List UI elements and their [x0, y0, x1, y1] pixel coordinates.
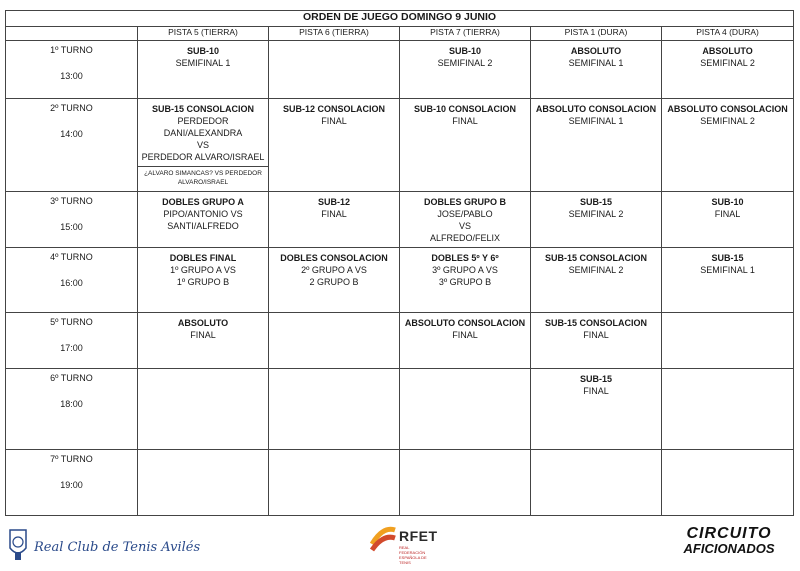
match-line: 3º GRUPO B [438, 276, 492, 287]
turn-cell [6, 41, 138, 99]
empty-cell [269, 313, 400, 369]
match-cell [531, 99, 662, 191]
match-cell [269, 247, 400, 312]
match-category: SUB-12 CONSOLACION [282, 104, 385, 115]
match-category: SUB-15 [711, 252, 744, 263]
turn-cell [6, 99, 138, 191]
turn-label: 3º TURNO [50, 195, 93, 206]
empty-cell [269, 449, 400, 515]
match-cell [662, 99, 794, 191]
match-cell [531, 313, 662, 369]
match-line: 1º GRUPO A VS [170, 264, 236, 275]
match-category: SUB-12 [317, 196, 350, 207]
match-cell [138, 313, 269, 369]
corner-cell [6, 27, 138, 41]
turn-label: 7º TURNO [50, 453, 93, 464]
match-category: DOBLES GRUPO B [423, 196, 506, 207]
turn-label: 1º TURNO [50, 45, 93, 56]
match-cell [531, 191, 662, 247]
empty-cell [662, 313, 794, 369]
empty-cell [400, 369, 531, 449]
turn-cell [6, 449, 138, 515]
match-cell [138, 41, 269, 99]
match-cell [138, 99, 269, 191]
match-line: SEMIFINAL 2 [700, 58, 755, 69]
match-line: 1º GRUPO B [176, 276, 230, 287]
turn-time: 16:00 [60, 277, 83, 288]
empty-cell [662, 369, 794, 449]
match-cell [662, 247, 794, 312]
match-line: SEMIFINAL 1 [568, 58, 624, 69]
club-crest-icon [6, 528, 30, 562]
match-category: ABSOLUTO [177, 318, 229, 329]
rfet-name: RFET [399, 528, 438, 544]
match-line: SEMIFINAL 2 [437, 58, 493, 69]
match-cell [531, 369, 662, 449]
court-header: PISTA 6 (TIERRA) [269, 27, 400, 41]
match-cell [400, 191, 531, 247]
match-line: ALFREDO/FELIX [429, 232, 501, 243]
rfet-subtitle: REAL FEDERACIÓN ESPAÑOLA DE TENIS [399, 545, 427, 565]
match-category: DOBLES GRUPO A [162, 196, 244, 207]
turn-label: 4º TURNO [50, 251, 93, 262]
turn-time: 18:00 [60, 399, 83, 410]
match-cell [400, 313, 531, 369]
match-category: SUB-15 CONSOLACION [544, 318, 647, 329]
match-category: ABSOLUTO [570, 46, 622, 57]
match-line: FINAL [583, 330, 609, 341]
match-category: ABSOLUTO CONSOLACION [667, 104, 788, 115]
turn-time: 14:00 [60, 129, 83, 140]
match-line: DANI/ALEXANDRA [163, 128, 243, 139]
turn-label: 6º TURNO [50, 373, 93, 384]
court-header: PISTA 5 (TIERRA) [138, 27, 269, 41]
turn-label: 2º TURNO [50, 103, 93, 114]
match-category: SUB-10 [186, 46, 219, 57]
match-category: SUB-15 CONSOLACION [544, 252, 647, 263]
match-line: SEMIFINAL 2 [700, 116, 755, 127]
match-line: FINAL [452, 330, 478, 341]
match-line: SEMIFINAL 1 [700, 264, 755, 275]
turn-cell [6, 313, 138, 369]
match-cell [662, 41, 794, 99]
match-line: FINAL [321, 116, 347, 127]
empty-cell [138, 449, 269, 515]
match-category: SUB-15 CONSOLACION [151, 104, 254, 115]
circuito-logo [666, 526, 792, 562]
empty-cell [400, 449, 531, 515]
match-cell [138, 191, 269, 247]
match-cell [400, 99, 531, 191]
match-category: DOBLES FINAL [169, 252, 237, 263]
schedule-title: ORDEN DE JUEGO DOMINGO 9 JUNIO [6, 11, 794, 27]
rfet-emblem-icon [369, 524, 397, 564]
match-category: ABSOLUTO CONSOLACION [535, 104, 657, 115]
circuito-top: CIRCUITO [686, 525, 772, 542]
match-category: DOBLES CONSOLACION [280, 252, 388, 263]
match-category: ABSOLUTO CONSOLACION [404, 318, 526, 329]
empty-cell [138, 369, 269, 449]
turn-cell [6, 191, 138, 247]
match-line: SEMIFINAL 2 [568, 264, 624, 275]
match-category: SUB-10 [448, 46, 481, 57]
match-cell [269, 99, 400, 191]
match-line: FINAL [714, 208, 741, 219]
match-line: SEMIFINAL 2 [568, 208, 624, 219]
match-category: SUB-15 [579, 196, 612, 207]
match-category: ABSOLUTO [702, 46, 753, 57]
match-line: VS [458, 220, 471, 231]
schedule-table [5, 10, 794, 516]
turn-time: 13:00 [60, 71, 83, 82]
match-cell [662, 191, 794, 247]
match-line: SEMIFINAL 1 [568, 116, 624, 127]
match-line: PERDEDOR [177, 116, 229, 127]
footer-logos [0, 522, 800, 571]
match-line: PIPO/ANTONIO VS [163, 208, 243, 219]
turn-time: 15:00 [60, 221, 83, 232]
turn-cell [6, 369, 138, 449]
match-line: SANTI/ALFREDO [167, 220, 239, 231]
match-cell [531, 41, 662, 99]
match-line: JOSE/PABLO [437, 208, 493, 219]
match-cell [531, 247, 662, 312]
turn-label: 5º TURNO [50, 317, 93, 328]
club-name: Real Club de Tenis Avilés [34, 540, 201, 555]
match-line: 3º GRUPO A VS [432, 264, 498, 275]
empty-cell [662, 449, 794, 515]
match-cell [400, 41, 531, 99]
circuito-bottom: AFICIONADOS [683, 541, 775, 556]
empty-cell [269, 41, 400, 99]
court-header: PISTA 4 (DURA) [662, 27, 794, 41]
match-line: FINAL [583, 386, 609, 397]
court-header: PISTA 7 (TIERRA) [400, 27, 531, 41]
match-cell [400, 247, 531, 312]
turn-cell [6, 247, 138, 312]
turn-time: 19:00 [60, 479, 83, 490]
court-header: PISTA 1 (DURA) [531, 27, 662, 41]
match-line: FINAL [452, 116, 478, 127]
empty-cell [269, 369, 400, 449]
match-category: SUB-15 [579, 374, 612, 385]
match-line: VS [196, 140, 209, 151]
match-line: FINAL [321, 208, 347, 219]
empty-cell [531, 449, 662, 515]
match-line: 2 GRUPO B [309, 276, 359, 287]
turn-time: 17:00 [60, 343, 83, 354]
match-line: SEMIFINAL 1 [175, 58, 231, 69]
match-note: ¿ALVARO SIMANCAS? VS PERDEDOR ALVARO/ISRAEL [138, 166, 268, 187]
match-category: SUB-10 [711, 196, 744, 207]
match-line: PERDEDOR ALVARO/ISRAEL [141, 152, 265, 163]
match-cell [269, 191, 400, 247]
match-category: DOBLES 5º Y 6º [431, 252, 499, 263]
match-cell [138, 247, 269, 312]
match-line: 2º GRUPO A VS [301, 264, 367, 275]
match-line: FINAL [190, 330, 216, 341]
rfet-logo [369, 524, 438, 565]
match-category: SUB-10 CONSOLACION [413, 104, 516, 115]
